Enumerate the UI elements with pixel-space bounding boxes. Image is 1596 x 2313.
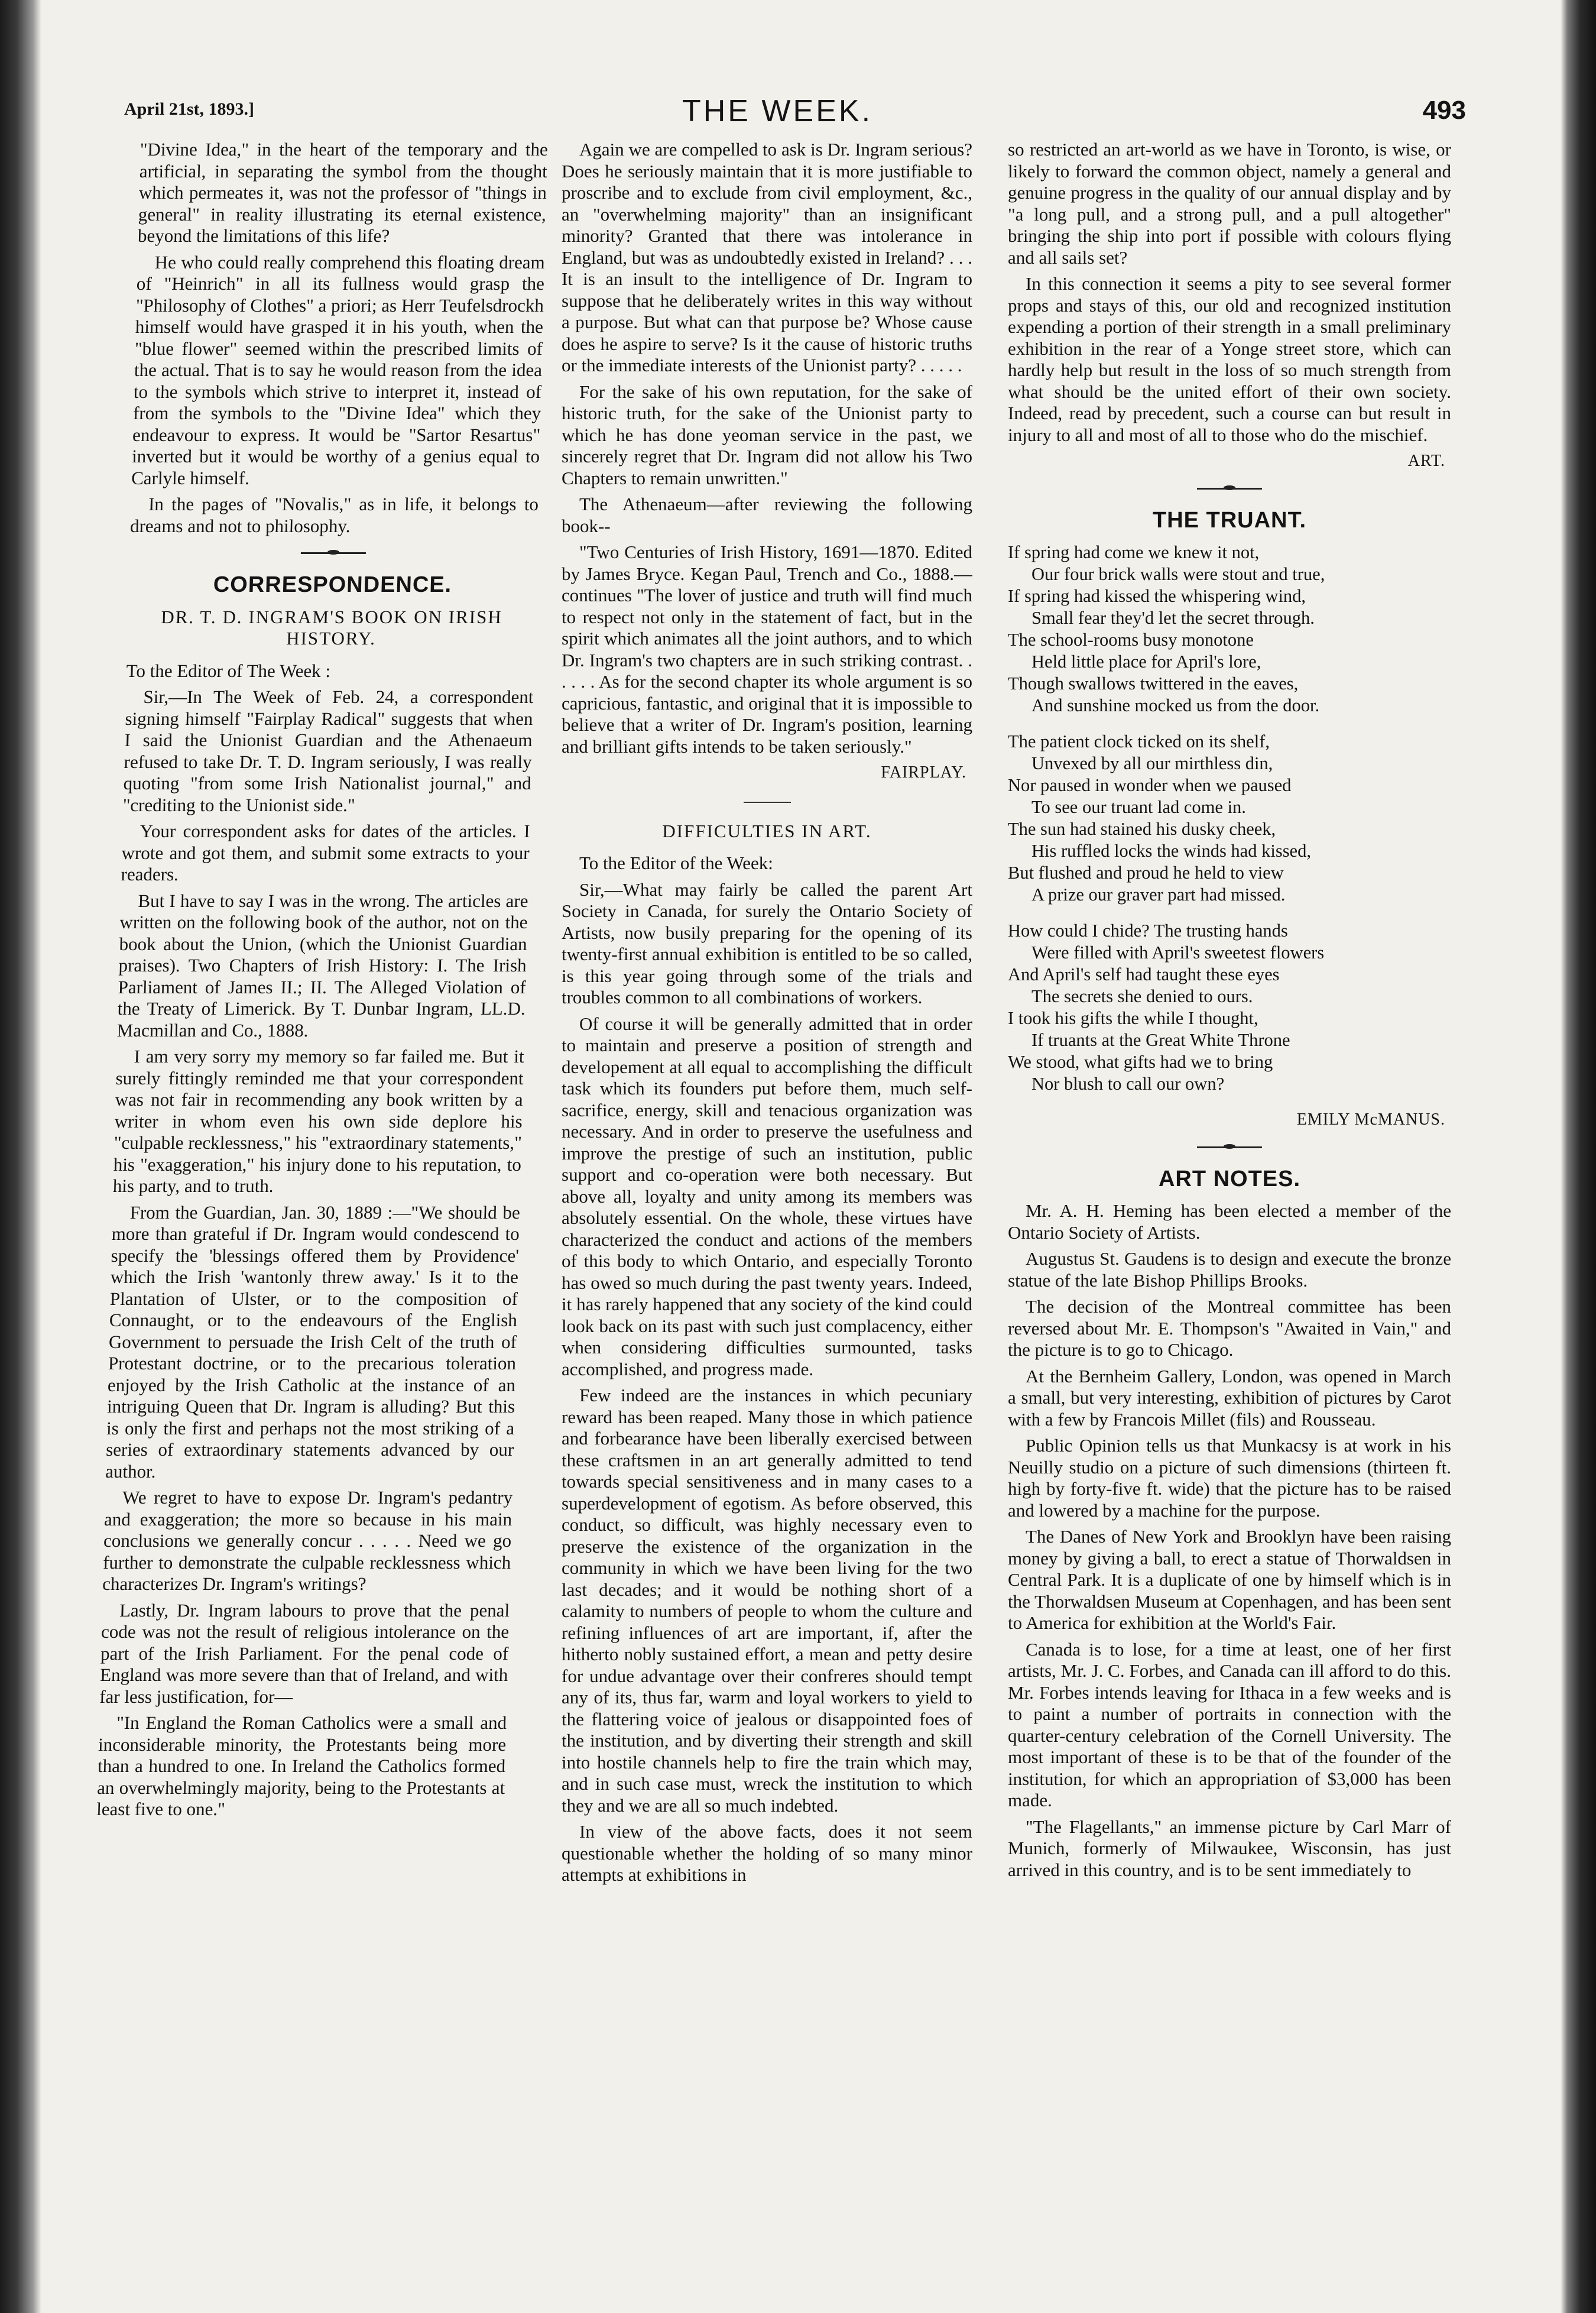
column-middle (562, 139, 972, 2273)
paragraph: Sir,—In The Week of Feb. 24, a correspondent signing himself "Fairplay Radical" suggests that when I said the Unionist Guardian and the Athenaeum refused to take Dr. T. D. Ingram seriously, I was really quoting "from some Irish Nationalist journal," and "crediting to the Unionist side." (122, 686, 534, 815)
paragraph: Again we are compelled to ask is Dr. Ingram serious? Does he seriously maintain that it is more justifiable to proscribe and to exclude from civil employment, &c., an "overwhelming majority" than an insignificant minority? Granted that there was intolerance in England, but was as undoubtedly existed in Ireland? . . . It is an insult to the intelligence of Dr. Ingram to suppose that he deliberately writes in this way without a purpose. But what can that purpose be? Whose cause does he aspire to serve? Is it the cause of historic truths or the immediate interests of the Unionist party? . . . . . (562, 139, 972, 375)
letter-title: DIFFICULTIES IN ART. (662, 820, 872, 841)
section-heading-art-notes: ART NOTES. (1158, 1166, 1301, 1191)
paragraph: Your correspondent asks for dates of the articles. I wrote and got them, and submit some extracts to your readers. (121, 821, 531, 885)
art-note: At the Bernheim Gallery, London, was opened in March a small, but very interesting, exhibition of pictures by Carot with a few by Francois Millet (fils) and Rousseau. (1008, 1365, 1451, 1430)
section-divider (744, 802, 791, 803)
binding-shadow-left (0, 0, 41, 2313)
poem-line: And April's self had taught these eyes (1008, 964, 1280, 984)
art-note: "The Flagellants," an immense picture by Carl Marr of Munich, formerly of Milwaukee, Wisconsin, has just arrived in this country, and is to be sent immediately to (1008, 1816, 1451, 1880)
paragraph: Of course it will be generally admitted that in order to maintain and preserve a position of strength and developement at all equal to accomplishing the difficult task which its founders put before them, much self-sacrifice, energy, skill and tenacious organization was necessary. And in order to preserve the usefulness and improve the prestige of such an institution, public support and co-operation were both necessary. But above all, loyalty and unity among its members was absolutely essential. On the whole, these virtues have characterized the conduct and actions of the members of this body to which Ontario, and especially Toronto has owed so much during the past twenty years. Indeed, it has rarely happened that any society of the kind could look back on its past with such just complacency, either when considering difficulties surmounted, tasks accomplished, and progress made. (562, 1013, 972, 1379)
art-note: The decision of the Montreal committee has been reversed about Mr. E. Thompson's "Awaited in Vain," and the picture is to go to Chicago. (1008, 1296, 1451, 1360)
poem-line: If spring had come we knew it not, (1008, 542, 1260, 562)
paragraph: Lastly, Dr. Ingram labours to prove that the penal code was not the result of religious intolerance on the part of the Irish Parliament. For the penal code of England was more severe than that of Ireland, and with far less justification, for— (99, 1599, 510, 1707)
binding-shadow-right (1561, 0, 1596, 2313)
poem-stanza (1008, 920, 1451, 1095)
salutation: To the Editor of The Week : (126, 660, 331, 681)
poem-line: To see our truant lad come in. (1031, 797, 1246, 817)
column-right (1008, 139, 1451, 2273)
paragraph: We regret to have to expose Dr. Ingram's pedantry and exaggeration; the more so because in his main conclusions we generally concur . . . . . Need we go further to demonstrate the culpable recklessness which characterizes Dr. Ingram's writings? (102, 1487, 513, 1594)
art-note: Augustus St. Gaudens is to design and execute the bronze statue of the late Bishop Phillips Brooks. (1008, 1248, 1451, 1291)
signature: ART. (1407, 452, 1445, 470)
art-note: The Danes of New York and Brooklyn have been raising money by giving a ball, to erect a statue of Thorwaldsen in Central Park. It is a duplicate of one by himself which is in the Thorwaldsen Museum at Copenhagen, and has been sent to America for exhibition at the World's Fair. (1008, 1526, 1451, 1633)
art-note: Mr. A. H. Heming has been elected a member of the Ontario Society of Artists. (1008, 1200, 1451, 1243)
poem-line: Though swallows twittered in the eaves, (1008, 673, 1299, 694)
column-left (85, 139, 549, 2273)
poem-line: And sunshine mocked us from the door. (1031, 695, 1320, 715)
poem-line: A prize our graver part had missed. (1031, 885, 1286, 905)
poem-line: His ruffled locks the winds had kissed, (1031, 841, 1311, 861)
art-note: Public Opinion tells us that Munkacsy is at work in his Neuilly studio on a picture of such dimensions (thirteen ft. high by forty-five ft. wide) that the picture has to be raised and lowered by a machine for the purpose. (1008, 1435, 1451, 1521)
poem-line: Held little place for April's lore, (1031, 652, 1261, 672)
poem-stanza (1008, 731, 1451, 906)
section-divider (1197, 488, 1262, 494)
paragraph: "Two Centuries of Irish History, 1691—1870. Edited by James Bryce. Kegan Paul, Trench and Co., 1888.—continues "The lover of justice and truth will find much to respect not only in the statement of fact, but in the spirit which animates all the joint authors, and to which Dr. Ingram's two chapters are in such striking contrast. . . . . . As for the second chapter its whole argument is so capricious, fantastic, and original that it is impossible to believe that a writer of Dr. Ingram's position, learning and brilliant gifts intends to be taken seriously." (562, 542, 972, 757)
poem-line: Unvexed by all our mirthless din, (1031, 753, 1273, 773)
paragraph: Few indeed are the instances in which pecuniary reward has been reaped. Many those in which patience and forbearance have been liberally exercised between these craftsmen in an art generally admitted to tend towards special sensitiveness and in many cases to a superdevelopment of egotism. As before observed, this conduct, so difficult, was highly necessary even to preserve the existence of the organization in the community in which we have been living for the two last decades; and it would be nothing short of a calamity to numbers of people to whom the culture and refining influences of art are important, if, after the hitherto nobly sustained effort, a mean and petty desire for undue advantage over their confreres should tempt any of its, thus far, warm and loyal workers to yield to the flattering voice of jealous or disappointed foes of the institution, and by diverting their strength and skill into hostile channels help to fire the train which may, and in such case must, wreck the institution to which they and we are all so much indebted. (562, 1385, 972, 1816)
paragraph: In this connection it seems a pity to see several former props and stays of this, our old and recognized institution expending a portion of their strength in a small preliminary exhibition in the rear of a Yonge street store, which can hardly help but result in the loss of so much strength from what should be the united effort of their own society. Indeed, read by precedent, such a course can but result in injury to all and most of all to those who do the mischief. (1008, 273, 1451, 445)
paragraph: The Athenaeum—after reviewing the following book-- (562, 494, 972, 536)
poem-line: We stood, what gifts had we to bring (1008, 1052, 1273, 1072)
newspaper-page (89, 89, 1466, 2276)
poem-line: The sun had stained his dusky cheek, (1008, 819, 1276, 839)
paragraph: "Divine Idea," in the heart of the temporary and the artificial, in separating the symbol from the thought which permeates it, was not the professor of "things in general" in reality illustrating its eternal existence, beyond the limitations of this life? (137, 139, 549, 246)
poem-line: The school-rooms busy monotone (1008, 630, 1254, 650)
letter-title: DR. T. D. INGRAM'S BOOK ON IRISH HISTORY. (160, 606, 503, 649)
poem-line: Nor blush to call our own? (1031, 1074, 1225, 1094)
page-number: 493 (1422, 96, 1466, 125)
poem (1008, 542, 1451, 1095)
poem-author: EMILY McMANUS. (1296, 1110, 1445, 1129)
paragraph: I am very sorry my memory so far failed me. But it surely fittingly reminded me that your correspondent was not fair in recommending any book written by a writer in whom even his own side deplore his "culpable recklessness," his "extraordinary statements," his "exaggeration," his injury done to his reputation, to his party, and to truth. (112, 1046, 525, 1196)
art-note: Canada is to lose, for a time at least, one of her first artists, Mr. J. C. Forbes, and Canada can ill afford to do this. Mr. Forbes intends leaving for Ithaca in a few weeks and is to paint a number of portraits in connection with the quarter-century celebration of the Cornell University. The most important of these is to be that of the founder of the institution, for which an appropriation of $3,000 has been made. (1008, 1638, 1451, 1810)
paragraph: In the pages of "Novalis," as in life, it belongs to dreams and not to philosophy. (129, 494, 539, 536)
poem-line: Were filled with April's sweetest flowers (1031, 942, 1325, 963)
poem-line: Nor paused in wonder when we paused (1008, 775, 1292, 795)
paragraph: Sir,—What may fairly be called the parent Art Society in Canada, for surely the Ontario Society of Artists, now busily preparing for the opening of its twenty-first annual exhibition is entitled to be so called, is this year going through some of the trials and troubles common to all combinations of workers. (562, 879, 972, 1008)
signature: FAIRPLAY. (881, 763, 966, 782)
poem-line: How could I chide? The trusting hands (1008, 921, 1288, 941)
poem-line: The secrets she denied to ours. (1031, 986, 1253, 1006)
poem-line: If truants at the Great White Throne (1031, 1030, 1290, 1050)
paragraph: so restricted an art-world as we have in Toronto, is wise, or likely to forward the common object, namely a general and genuine progress in the quality of our annual display and by "a long pull, and a strong pull, and a pull altogether" bringing the ship into port if possible with colours flying and all sails set? (1008, 139, 1451, 268)
salutation: To the Editor of the Week: (579, 853, 773, 873)
paragraph: "In England the Roman Catholics were a small and inconsiderable minority, the Protestants being more than a hundred to one. In Ireland the Catholics formed an overwhelmingly majority, being to the Protestants at least five to one." (96, 1712, 507, 1819)
poem-line: I took his gifts the while I thought, (1008, 1008, 1258, 1028)
paragraph: From the Guardian, Jan. 30, 1889 :—"We should be more than grateful if Dr. Ingram would condescend to specify the 'blessings offered them by Providence' which the Irish 'wantonly threw away.' Is it to the Plantation of Ulster, or to the composition of Connaught, or to the endeavours of the English Government to persuade the Irish Celt of the truth of Protestant doctrine, or to the precarious toleration enjoyed by the Irish Catholic at the instance of an intriguing Queen that Dr. Ingram is alluding? But this is only the first and perhaps not the most striking of a series of extraordinary statements advanced by our author. (105, 1201, 521, 1482)
article-columns (89, 139, 1466, 2273)
poem-line: The patient clock ticked on its shelf, (1008, 731, 1270, 751)
poem-line: Small fear they'd let the secret through. (1031, 608, 1315, 628)
poem-line: Our four brick walls were stout and true, (1031, 564, 1325, 584)
paragraph: But I have to say I was in the wrong. The articles are written on the following book of the author, not on the book about the Union, (which the Unionist Guardian praises). Two Chapters of Irish History: I. The Irish Parliament of James II.; II. The Alleged Violation of the Treaty of Limerick. By T. Dunbar Ingram, LL.D. Macmillan and Co., 1888. (116, 890, 528, 1041)
paragraph: In view of the above facts, does it not seem questionable whether the holding of so many minor attempts at exhibitions in (562, 1821, 972, 1885)
masthead-title: THE WEEK. (682, 94, 873, 128)
poem-stanza (1008, 542, 1451, 717)
section-heading-correspondence: CORRESPONDENCE. (213, 572, 452, 597)
section-divider (1197, 1146, 1262, 1153)
poem-line: If spring had kissed the whispering wind, (1008, 586, 1306, 606)
paragraph: He who could really comprehend this floating dream of "Heinrich" in all its fullness would grasp the "Philosophy of Clothes" a priori; as Herr Teufelsdrockh himself would have grasped it in his youth, when the "blue flower" seemed within the prescribed limits of the actual. That is to say he would reason from the idea to the symbols which strive to interpret it, instead of from the symbols to the "Divine Idea" which they endeavour to express. It would be "Sartor Resartus" inverted but it would be worthy of a genius equal to Carlyle himself. (131, 251, 546, 488)
poem-title: THE TRUANT. (1152, 507, 1307, 533)
page-header (89, 89, 1466, 136)
issue-date: April 21st, 1893.] (124, 99, 254, 119)
poem-line: But flushed and proud he held to view (1008, 863, 1284, 883)
section-divider (301, 552, 366, 559)
paragraph: For the sake of his own reputation, for the sake of historic truth, for the sake of the Unionist party to which he has done yeoman service in the past, we sincerely regret that Dr. Ingram did not allow his Two Chapters to remain unwritten." (562, 381, 972, 488)
